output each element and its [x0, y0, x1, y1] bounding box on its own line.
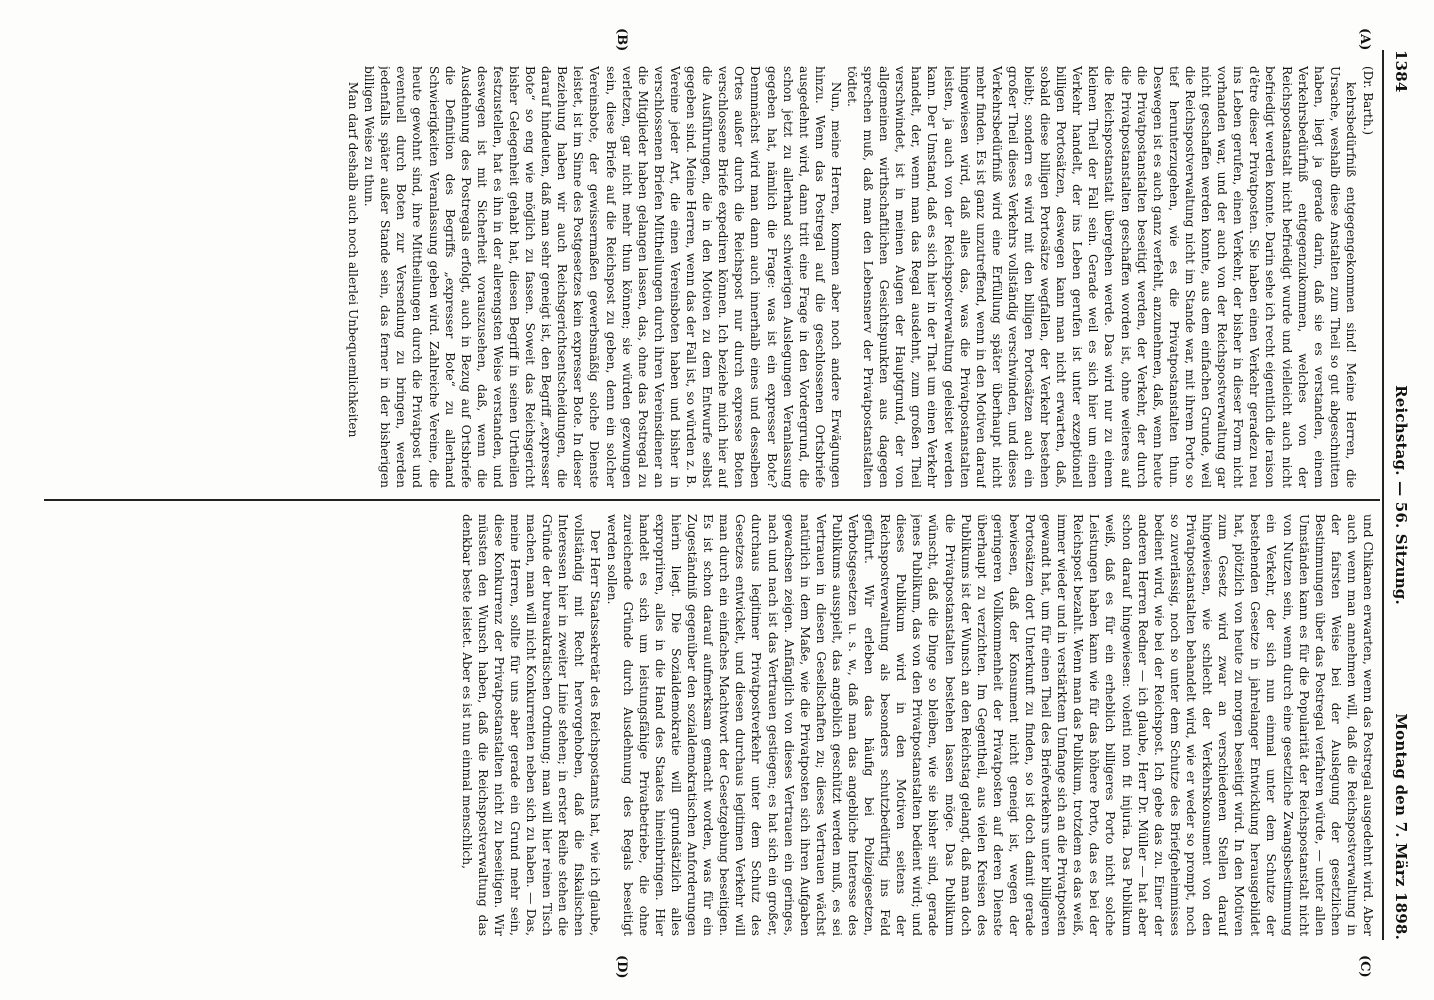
page-number: 1384 — [1392, 50, 1410, 93]
right-column — [46, 514, 1376, 936]
margin-letter-d: (D) — [614, 955, 629, 979]
paragraph: Man darf deshalb auch noch allerlei Unbequemlichkeiten — [346, 81, 361, 438]
left-column — [46, 66, 1376, 488]
margin-letter-a: (A) — [1357, 28, 1372, 51]
session-title: Reichstag. — 56. Sitzung. — [1392, 385, 1410, 605]
paragraph: Der Herr Staatssekretär des Reichspostamts hat, wie ich glaube, vollständig mit Recht hervorgehoben, daß die fiskalischen Interessen hier in zweiter Linie stehen; in erster Reihe stehen die Gründe der bureaukratischen Ordnung; man will hier reinen Tisch machen, man will nicht Konkurrenten neben sich zu haben. — Das, meine Herren, sollte für uns aber gerade ein Grund mehr sein, diese Konkurrenz der Privatpostanstalten nicht zu beseitigen. Wir müssten den Wunsch haben, daß die Reichspostverwaltung das denkbar beste leistet. Aber es ist nun einmal menschlich, — [459, 514, 603, 936]
column-divider — [44, 499, 1380, 501]
paragraph: und Chikanen erwarten, wenn das Postregal ausgedehnt wird. Aber auch wenn man annehmen will, daß die Reichspostverwaltung in der fairsten Weise bei der Auslegung der gesetzlichen Bestimmungen über das Postregal verfahren würde, — unter allen Umständen kann es für die Popularität der Reichspostanstalt nicht von Nutzen sein, wenn durch eine gesetzliche Zwangsbestimmung ein Verkehr, der sich nun einmal unter dem Schutze der bestehenden Gesetze in jahrelanger Entwicklung herausgebildet hat, plötzlich von heute zu morgen beseitigt wird. In den Motiven zum Gesetz wird zwar an verschiedenen Stellen darauf hingewiesen, wie schlecht der Verkehrskonsument von den Privatpostanstalten behandelt wird, wie er weder so prompt, noch so zuverlässig, noch so unter dem Schutze des Briefgeheimnisses bedient wird, wie bei der Reichspost. Ich gebe das zu. Einer der anderen Herren Redner — ich glaube, Herr Dr. Müller — hat aber schon darauf hingewiesen: volenti non fit injuria. Das Publikum weiß, daß es für ein erheblich billigeres Porto nicht solche Leistungen haben kann wie für das höhere Porto, das es bei der Reichspost bezahlt. Wenn man das Publikum, trotzdem es das weiß, immer wieder und in verstärktem Umfange sich an die Privatposten gewandt hat, um für einen Theil des Briefverkehrs unter billigeren Portosätzen dort Unterkunft zu finden, so ist doch damit gerade bewiesen, daß der Konsument nicht geneigt ist, wegen der geringeren Vollkommenheit der Privatposten auf deren Dienste überhaupt zu verzichten. Im Gegentheil, aus vielen Kreisen des Publikums ist der Wunsch an den Reichstag gelangt, daß man doch die Privatpostanstalten bestehen lassen möge. Das Publikum wünscht, daß die Dinge so bleiben, wie sie bisher sind, gerade jenes Publikum, das von den Privatpostanstalten bedient wird; und dieses Publikum wird in den Motiven seitens der Reichspostverwaltung als besonders schutzbedürftig ins Feld geführt. Wir erleben das häufig bei Polizeigesetzen, Verbotsgesetzen u. s. w., daß man das angebliche Interesse des Publikums ausspielt, das angeblich geschützt werden muß, es sei Vertrauen in diesen Gesellschaften zu; dieses Vertrauen wächst natürlich in dem Maße, wie die Privatposten sich ihren Aufgaben gewachsen zeigen. Anfänglich von dieses Vertrauen ein geringes, nach und nach ist das Vertrauen gestiegen; es hat sich ein großer, durchaus legitimer Privatpostverkehr unter dem Schutz des Gesetzes entwickelt, und diesen durchaus legitimen Verkehr will man durch ein einfaches Machtwort der Gesetzgebung beseitigen. Es ist schon darauf aufmerksam gemacht worden, was für ein Zugeständniß gegenüber den sozialdemokratischen Anforderungen hierin liegt. Die Sozialdemokratie will grundsätzlich alles expropriiren, alles in die Hand des Staates hineinbringen. Hier handelt es sich um leistungsfähige Privatbetriebe, die ohne zureichende Gründe durch Ausdehnung des Regals beseitigt werden sollen. — [604, 514, 1375, 936]
speaker-name: (Dr. Barth.) — [1361, 66, 1375, 136]
paragraph: kehrsbedürfniß entgegengekommen sind! Meine Herren, die Ursache, weshalb diese Anstalten zum Theil so gut abgeschnitten haben, liegt ja gerade darin, daß sie es verstanden, einem Verkehrsbedürfniß entgegenzukommen, welches von der Reichspostanstalt nicht befriedigt wurde und vielleicht auch nicht befriedigt werden konnte. Darin sehe ich recht eigentlich die raison d'être dieser Privatposten. Sie haben einen Verkehr geradezu neu ins Leben gerufen, einen Verkehr, der bisher in dieser Form nicht vorhanden war, und der auch von der Reichspostverwaltung gar nicht geschaffen werden konnte, aus dem einfachen Grunde, weil die Reichspostverwaltung nicht im Stande war, mit ihrem Porto so tief herunterzugehen, wie es die Privatpostanstalten thun. Deswegen ist es auch ganz verfehlt, anzunehmen, daß, wenn heute die Privatpostanstalten beseitigt werden, der Verkehr, der durch die Privatpostanstalten geschaffen worden ist, ohne weiteres auf die Reichspostanstalt übergehen werde. Das wird nur zu einem kleinen Theil der Fall sein. Gerade weil es sich hier um einen Verkehr handelt, der ins Leben gerufen ist unter exzeptionell billigen Portosätzen, deswegen kann man nicht erwarten, daß, sobald diese billigen Portosätze wegfallen, der Verkehr bestehen bleibt; sondern es wird mit den billigen Portosätzen auch ein großer Theil dieses Verkehrs vollständig verschwinden, und dieses Verkehrsbedürfniß wird eine Erfüllung später überhaupt nicht mehr finden. Es ist ganz unzutreffend, wenn in den Motiven darauf hingewiesen wird, daß alles das, was die Privatpostanstalten leisten, ja auch von der Reichspostverwaltung geleistet werden kann. Der Umstand, daß es sich hier in der That um einen Verkehr handelt, der, wenn man das Regal ausdehnt, zum großen Theil verschwindet, ist in meinen Augen der Hauptgrund, der von allgemeinen wirthschaftlichen Gesichtspunkten aus dagegen sprechen muß, daß man den Lebensnerv der Privatpostanstalten tödtet. — [845, 66, 1358, 488]
margin-letter-b: (B) — [614, 28, 629, 52]
margin-letter-c: (C) — [1357, 955, 1372, 978]
paragraph: Nun, meine Herren, kommen aber noch andere Erwägungen hinzu. Wenn das Postregal auf die geschlossenen Ortsbriefe ausgedehnt wird, dann tritt eine Frage in den Vordergrund, die schon jetzt zu allerhand schwierigen Auslegungen Veranlassung gegeben hat, nämlich die Frage: was ist ein expresser Bote? Denmnächst wird man dann auch innerhalb eines und desselben Ortes außer durch die Reichspost nur durch expresse Boten verschlossene Briefe expediren können. Ich beziehe mich hier auf die Ausführungen, die in den Motiven zu dem Entwurfe selbst gegeben sind. Meine Herren, wenn das der Fall ist, so würden z. B. Vereine jeder Art, die einen Vereinsboten haben und bisher in verschlossenen Briefen Mittheilungen durch ihren Vereinsdiener an die Mitglieder haben gelangen lassen, das, ohne das Postregal zu verletzen, gar nicht mehr thun können; sie würden gezwungen sein, diese Briefe auf die Reichspost zu geben, denn ein solcher Vereinsbote, der gewissermaßen gewerbsmäßig solche Dienste leistet, ist im Sinne des Postgesetzes kein expresser Bote. In dieser Beziehung haben wir auch Reichsgerichtsentscheidungen, die darauf hindeuten, daß man sehr geneigt ist, den Begriff „expresser Bote“ so eng wie möglich zu fassen. Soweit das Reichsgericht bisher Gelegenheit gehabt hat, diesen Begriff in seinen Urtheilen festzustellen, hat es ihn in der allerengsten Weise verstanden, und deswegen ist mit Sicherheit vorauszusehen, daß, wenn die Ausdehnung des Postregals erfolgt, auch in Bezug auf Ortsbriefe die Definition des Begriffs „expresser Bote“ zu allerhand Schwierigkeiten Veranlassung geben wird. Zahlreiche Vereine, die heute gewohnt sind, ihre Mittheilungen durch die Privatpost und eventuell durch Boten zur Versendung zu bringen, werden jedenfalls später außer Stande sein, das ferner in der bisherigen billigen Weise zu thun. — [362, 66, 843, 488]
page-header — [1386, 50, 1412, 940]
session-date: Montag den 7. März 1898. — [1392, 713, 1410, 940]
header-rule — [1382, 50, 1384, 940]
